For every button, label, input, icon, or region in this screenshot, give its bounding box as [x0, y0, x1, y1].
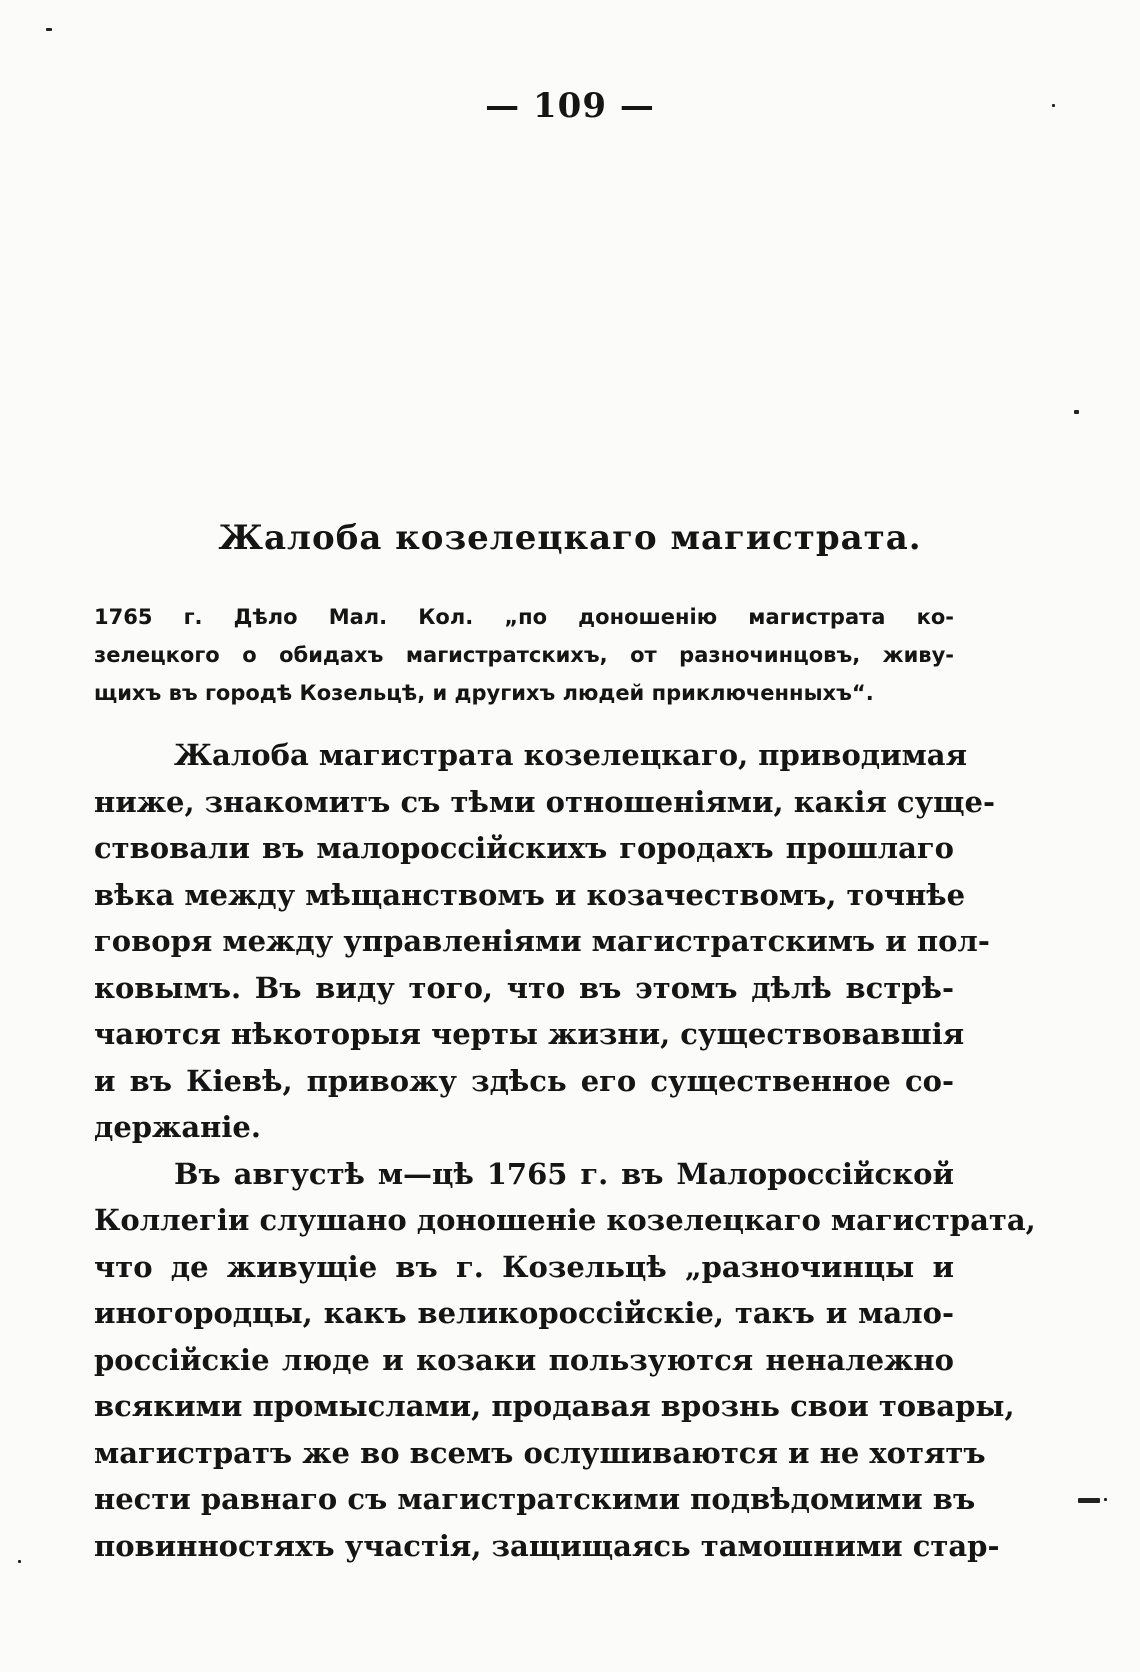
document-heading: Жалоба козелецкаго магистрата. — [218, 518, 922, 558]
text-line: держаніе. — [94, 1110, 261, 1144]
text-line: нести равнаго съ магистратскими подвѣдомими въ — [94, 1482, 976, 1516]
text-line: Коллегіи слушано доношеніе козелецкаго магистрата, — [94, 1203, 1036, 1237]
scan-speck — [1104, 1498, 1107, 1501]
body-text — [94, 732, 1036, 1569]
paragraph-1 — [94, 732, 995, 1151]
text-line: чаются нѣкоторыя черты жизни, существовавшія — [94, 1017, 965, 1051]
text-line: вѣка между мѣщанствомъ и козачествомъ, точнѣе — [94, 877, 966, 912]
text-line: Въ августѣ м—цѣ 1765 г. въ Малороссійской — [174, 1156, 954, 1191]
text-line: ствовали въ малороссійскихъ городахъ прошлаго — [94, 831, 954, 865]
scan-speck — [1078, 1498, 1100, 1503]
source-note-line: щихъ въ городѣ Козельцѣ, и другихъ людей приключенныхъ“. — [94, 681, 874, 705]
scan-speck — [46, 28, 52, 31]
text-line: россійскіе люде и козаки пользуются неналежно — [94, 1342, 954, 1377]
text-line: магистратъ же во всемъ ослушиваются и не хотятъ — [94, 1435, 986, 1470]
text-line: Жалоба магистрата козелецкаго, приводимая — [174, 738, 968, 772]
text-line: всякими промыслами, продавая врознь свои товары, — [94, 1389, 1015, 1423]
source-note — [94, 598, 954, 712]
text-line: иногородцы, какъ великороссійскіе, такъ и мало- — [94, 1296, 954, 1330]
page-number: — 109 — — [485, 86, 655, 126]
text-line: ковымъ. Въ виду того, что въ этомъ дѣлѣ встрѣ- — [94, 970, 954, 1005]
text-line: говоря между управленіями магистратскимъ и пол- — [94, 924, 990, 958]
source-note-line: 1765 г. Дѣло Мал. Кол. „по доношенію магистрата ко- — [94, 605, 954, 629]
text-line: ниже, знакомитъ съ тѣми отношеніями, какія суще- — [94, 784, 995, 819]
text-line: что де живущіе въ г. Козельцѣ „разночинцы и — [94, 1249, 954, 1284]
text-line: и въ Кіевѣ, привожу здѣсь его существенное со- — [94, 1063, 954, 1098]
source-note-line: зелецкого о обидахъ магистратскихъ, от разночинцовъ, живу- — [94, 643, 954, 667]
text-line: повинностяхъ участія, защищаясь тамошними стар- — [94, 1528, 1000, 1563]
scan-speck — [1052, 104, 1055, 107]
scan-speck — [1074, 410, 1079, 414]
paragraph-2 — [94, 1151, 1036, 1570]
scan-speck — [18, 1560, 21, 1563]
